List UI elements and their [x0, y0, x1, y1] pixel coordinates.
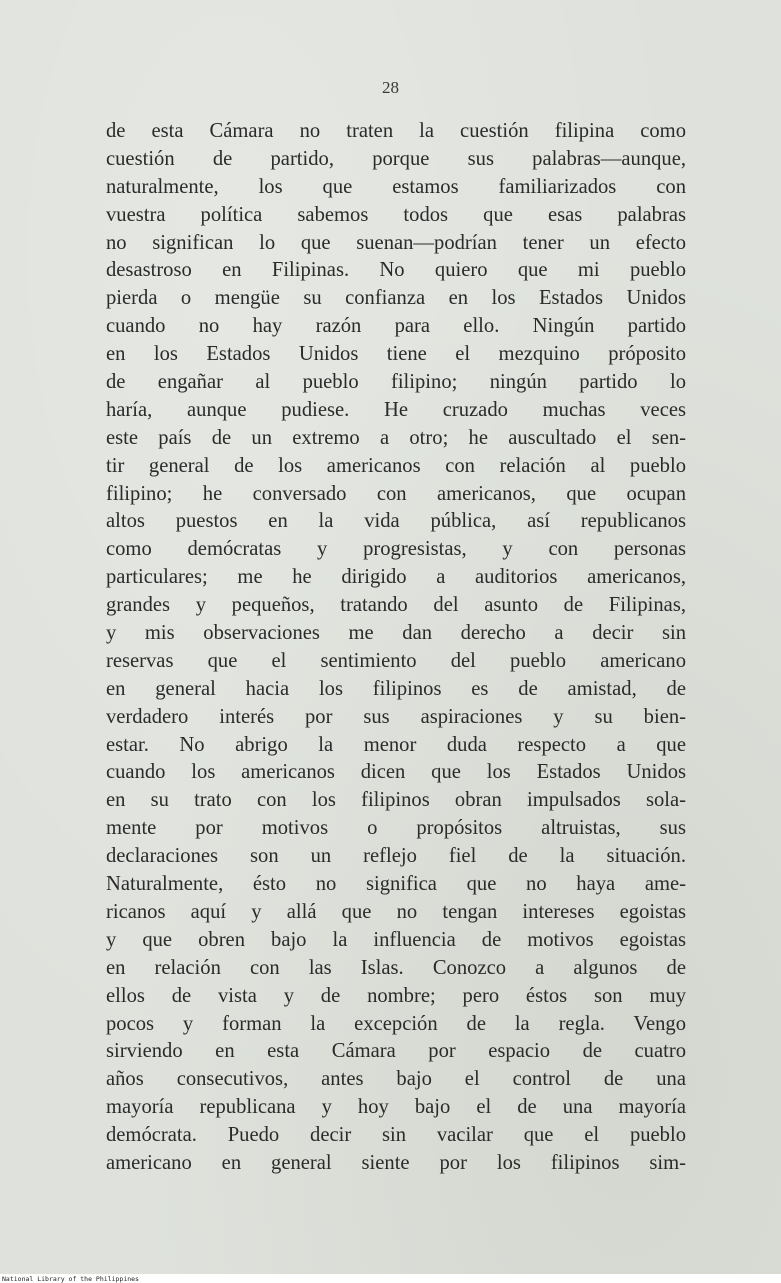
- text-line: en relación con las Islas. Conozco a algunos de: [106, 956, 686, 979]
- text-line: mente por motivos o propósitos altruistas, sus: [106, 817, 686, 840]
- library-credit: National Library of the Philippines: [2, 1275, 139, 1283]
- text-line: tir general de los americanos con relación al pueblo: [106, 454, 686, 477]
- text-line: naturalmente, los que estamos familiarizados con: [106, 175, 686, 198]
- text-line: Naturalmente, ésto no significa que no haya ame-: [106, 873, 686, 896]
- text-line: ellos de vista y de nombre; pero éstos son muy: [106, 984, 686, 1007]
- text-line: este país de un extremo a otro; he auscultado el sen-: [106, 426, 686, 449]
- text-line: cuestión de partido, porque sus palabras—aunque,: [106, 147, 686, 170]
- text-line: en su trato con los filipinos obran impulsados sola-: [106, 789, 686, 812]
- text-line: cuando los americanos dicen que los Estados Unidos: [106, 761, 686, 784]
- text-line: años consecutivos, antes bajo el control de una: [106, 1068, 686, 1091]
- text-line: en general hacia los filipinos es de amistad, de: [106, 677, 686, 700]
- text-line: verdadero interés por sus aspiraciones y su bien-: [106, 705, 686, 728]
- text-line: y mis observaciones me dan derecho a decir sin: [106, 622, 686, 645]
- text-line: particulares; me he dirigido a auditorios americanos,: [106, 566, 686, 589]
- text-line: pierda o mengüe su confianza en los Estados Unidos: [106, 287, 686, 310]
- text-line: en los Estados Unidos tiene el mezquino próposito: [106, 343, 686, 366]
- text-line: de engañar al pueblo filipino; ningún partido lo: [106, 371, 686, 394]
- text-line: vuestra política sabemos todos que esas palabras: [106, 203, 686, 226]
- text-line: altos puestos en la vida pública, así republicanos: [106, 510, 686, 533]
- text-line: y que obren bajo la influencia de motivos egoistas: [106, 928, 686, 951]
- text-line: sirviendo en esta Cámara por espacio de cuatro: [106, 1040, 686, 1063]
- text-line: haría, aunque pudiese. He cruzado muchas veces: [106, 398, 686, 421]
- text-line: pocos y forman la excepción de la regla. Vengo: [106, 1012, 686, 1035]
- text-line: como demócratas y progresistas, y con personas: [106, 538, 686, 561]
- text-line: declaraciones son un reflejo fiel de la situación.: [106, 845, 686, 868]
- text-line: grandes y pequeños, tratando del asunto de Filipinas,: [106, 594, 686, 617]
- text-line: ricanos aquí y allá que no tengan intereses egoistas: [106, 900, 686, 923]
- body-text: [106, 118, 686, 1178]
- page-number: 28: [382, 78, 399, 97]
- text-line: cuando no hay razón para ello. Ningún partido: [106, 315, 686, 338]
- text-line: reservas que el sentimiento del pueblo americano: [106, 649, 686, 672]
- text-line: no significan lo que suenan—podrían tener un efecto: [106, 231, 686, 254]
- text-line: desastroso en Filipinas. No quiero que mi pueblo: [106, 259, 686, 282]
- text-line: de esta Cámara no traten la cuestión filipina como: [106, 120, 686, 142]
- text-line: americano en general siente por los filipinos sim-: [106, 1151, 686, 1174]
- text-line: demócrata. Puedo decir sin vacilar que el pueblo: [106, 1124, 686, 1147]
- text-line: estar. No abrigo la menor duda respecto a que: [106, 733, 686, 756]
- text-line: filipino; he conversado con americanos, que ocupan: [106, 482, 686, 505]
- text-line: mayoría republicana y hoy bajo el de una mayoría: [106, 1096, 686, 1119]
